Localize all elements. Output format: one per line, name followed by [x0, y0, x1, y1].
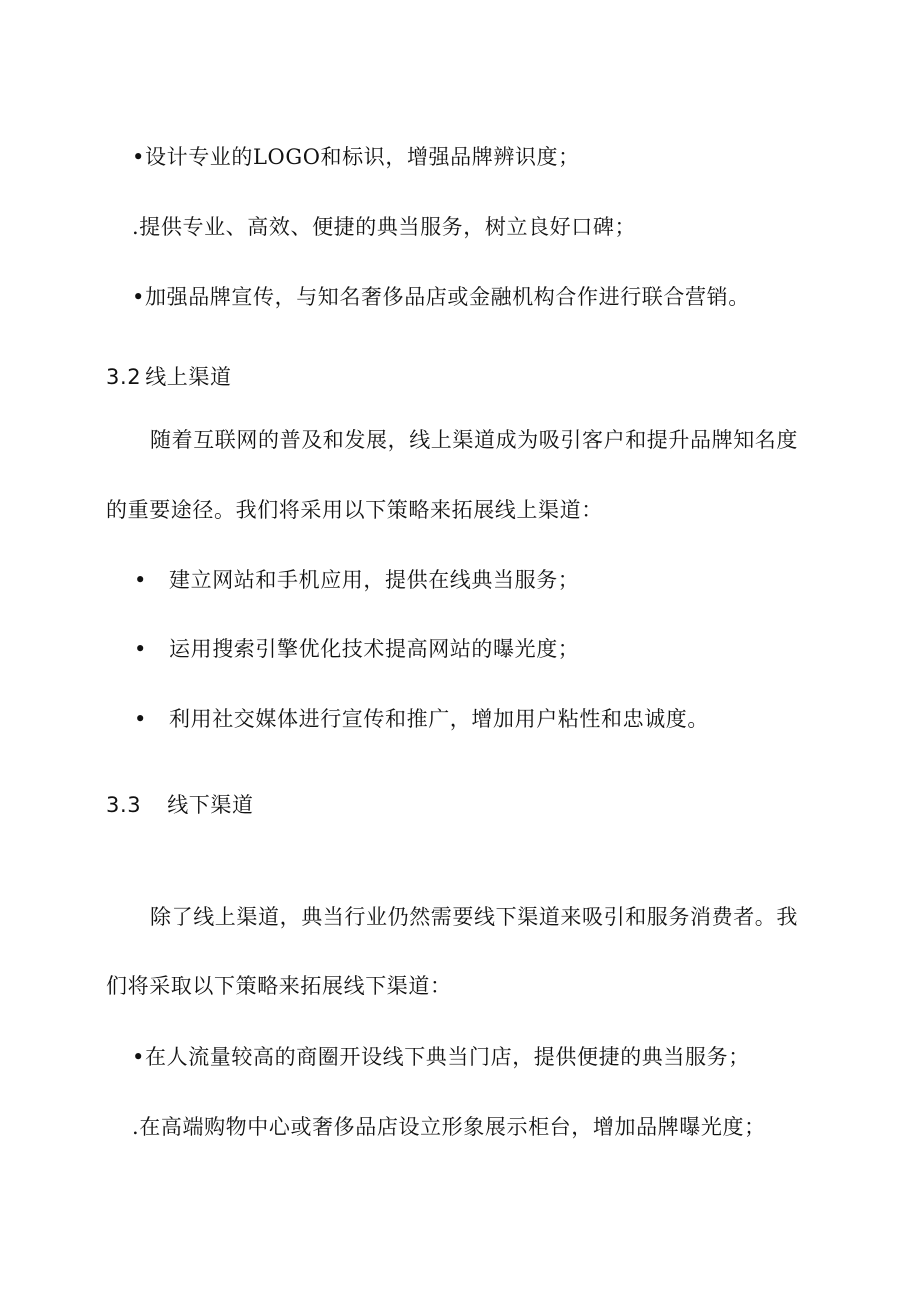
bullet-marker: .	[132, 215, 140, 239]
list-item	[132, 1042, 750, 1072]
section-title: 线下渠道	[167, 793, 254, 817]
paragraph-line: 随着互联网的普及和发展，线上渠道成为吸引客户和提升品牌知名度	[150, 428, 798, 452]
bullet-marker: .	[132, 1115, 140, 1139]
bullet-marker: •	[132, 145, 145, 169]
list-item-text: 加强品牌宣传，与知名奢侈品店或金融机构合作进行联合营销。	[145, 285, 750, 309]
section-heading	[106, 362, 232, 392]
list-item	[134, 565, 579, 595]
list-item	[132, 142, 580, 172]
list-item	[134, 704, 709, 734]
list-item-text: 建立网站和手机应用，提供在线典当服务；	[169, 568, 580, 592]
list-item-text: 设计专业的LOGO和标识，增强品牌辨识度；	[145, 145, 580, 169]
list-item	[134, 634, 579, 664]
list-item-text: 运用搜索引擎优化技术提高网站的曝光度；	[169, 637, 580, 661]
list-item	[132, 1112, 766, 1142]
paragraph-line: 除了线上渠道，典当行业仍然需要线下渠道来吸引和服务消费者。我	[150, 905, 798, 929]
paragraph-line: 的重要途径。我们将采用以下策略来拓展线上渠道：	[106, 498, 603, 522]
section-number: 3.3	[106, 793, 142, 817]
bullet-marker: •	[134, 637, 147, 661]
section-heading	[106, 790, 254, 820]
list-item-text: 在人流量较高的商圈开设线下典当门店，提供便捷的典当服务；	[145, 1045, 750, 1069]
list-item-text: 在高端购物中心或奢侈品店设立形象展示柜台，增加品牌曝光度；	[139, 1115, 766, 1139]
bullet-marker: •	[132, 1045, 145, 1069]
bullet-marker: •	[134, 707, 147, 731]
paragraph-line: 们将采取以下策略来拓展线下渠道：	[106, 974, 452, 998]
bullet-marker: •	[132, 285, 145, 309]
bullet-marker: •	[134, 568, 147, 592]
section-title: 线上渠道	[145, 365, 232, 389]
list-item-text: 利用社交媒体进行宣传和推广，增加用户粘性和忠诚度。	[169, 707, 709, 731]
list-item-text: 提供专业、高效、便捷的典当服务，树立良好口碑；	[139, 215, 637, 239]
list-item	[132, 212, 636, 242]
list-item	[132, 282, 750, 312]
section-number: 3.2	[106, 365, 142, 389]
